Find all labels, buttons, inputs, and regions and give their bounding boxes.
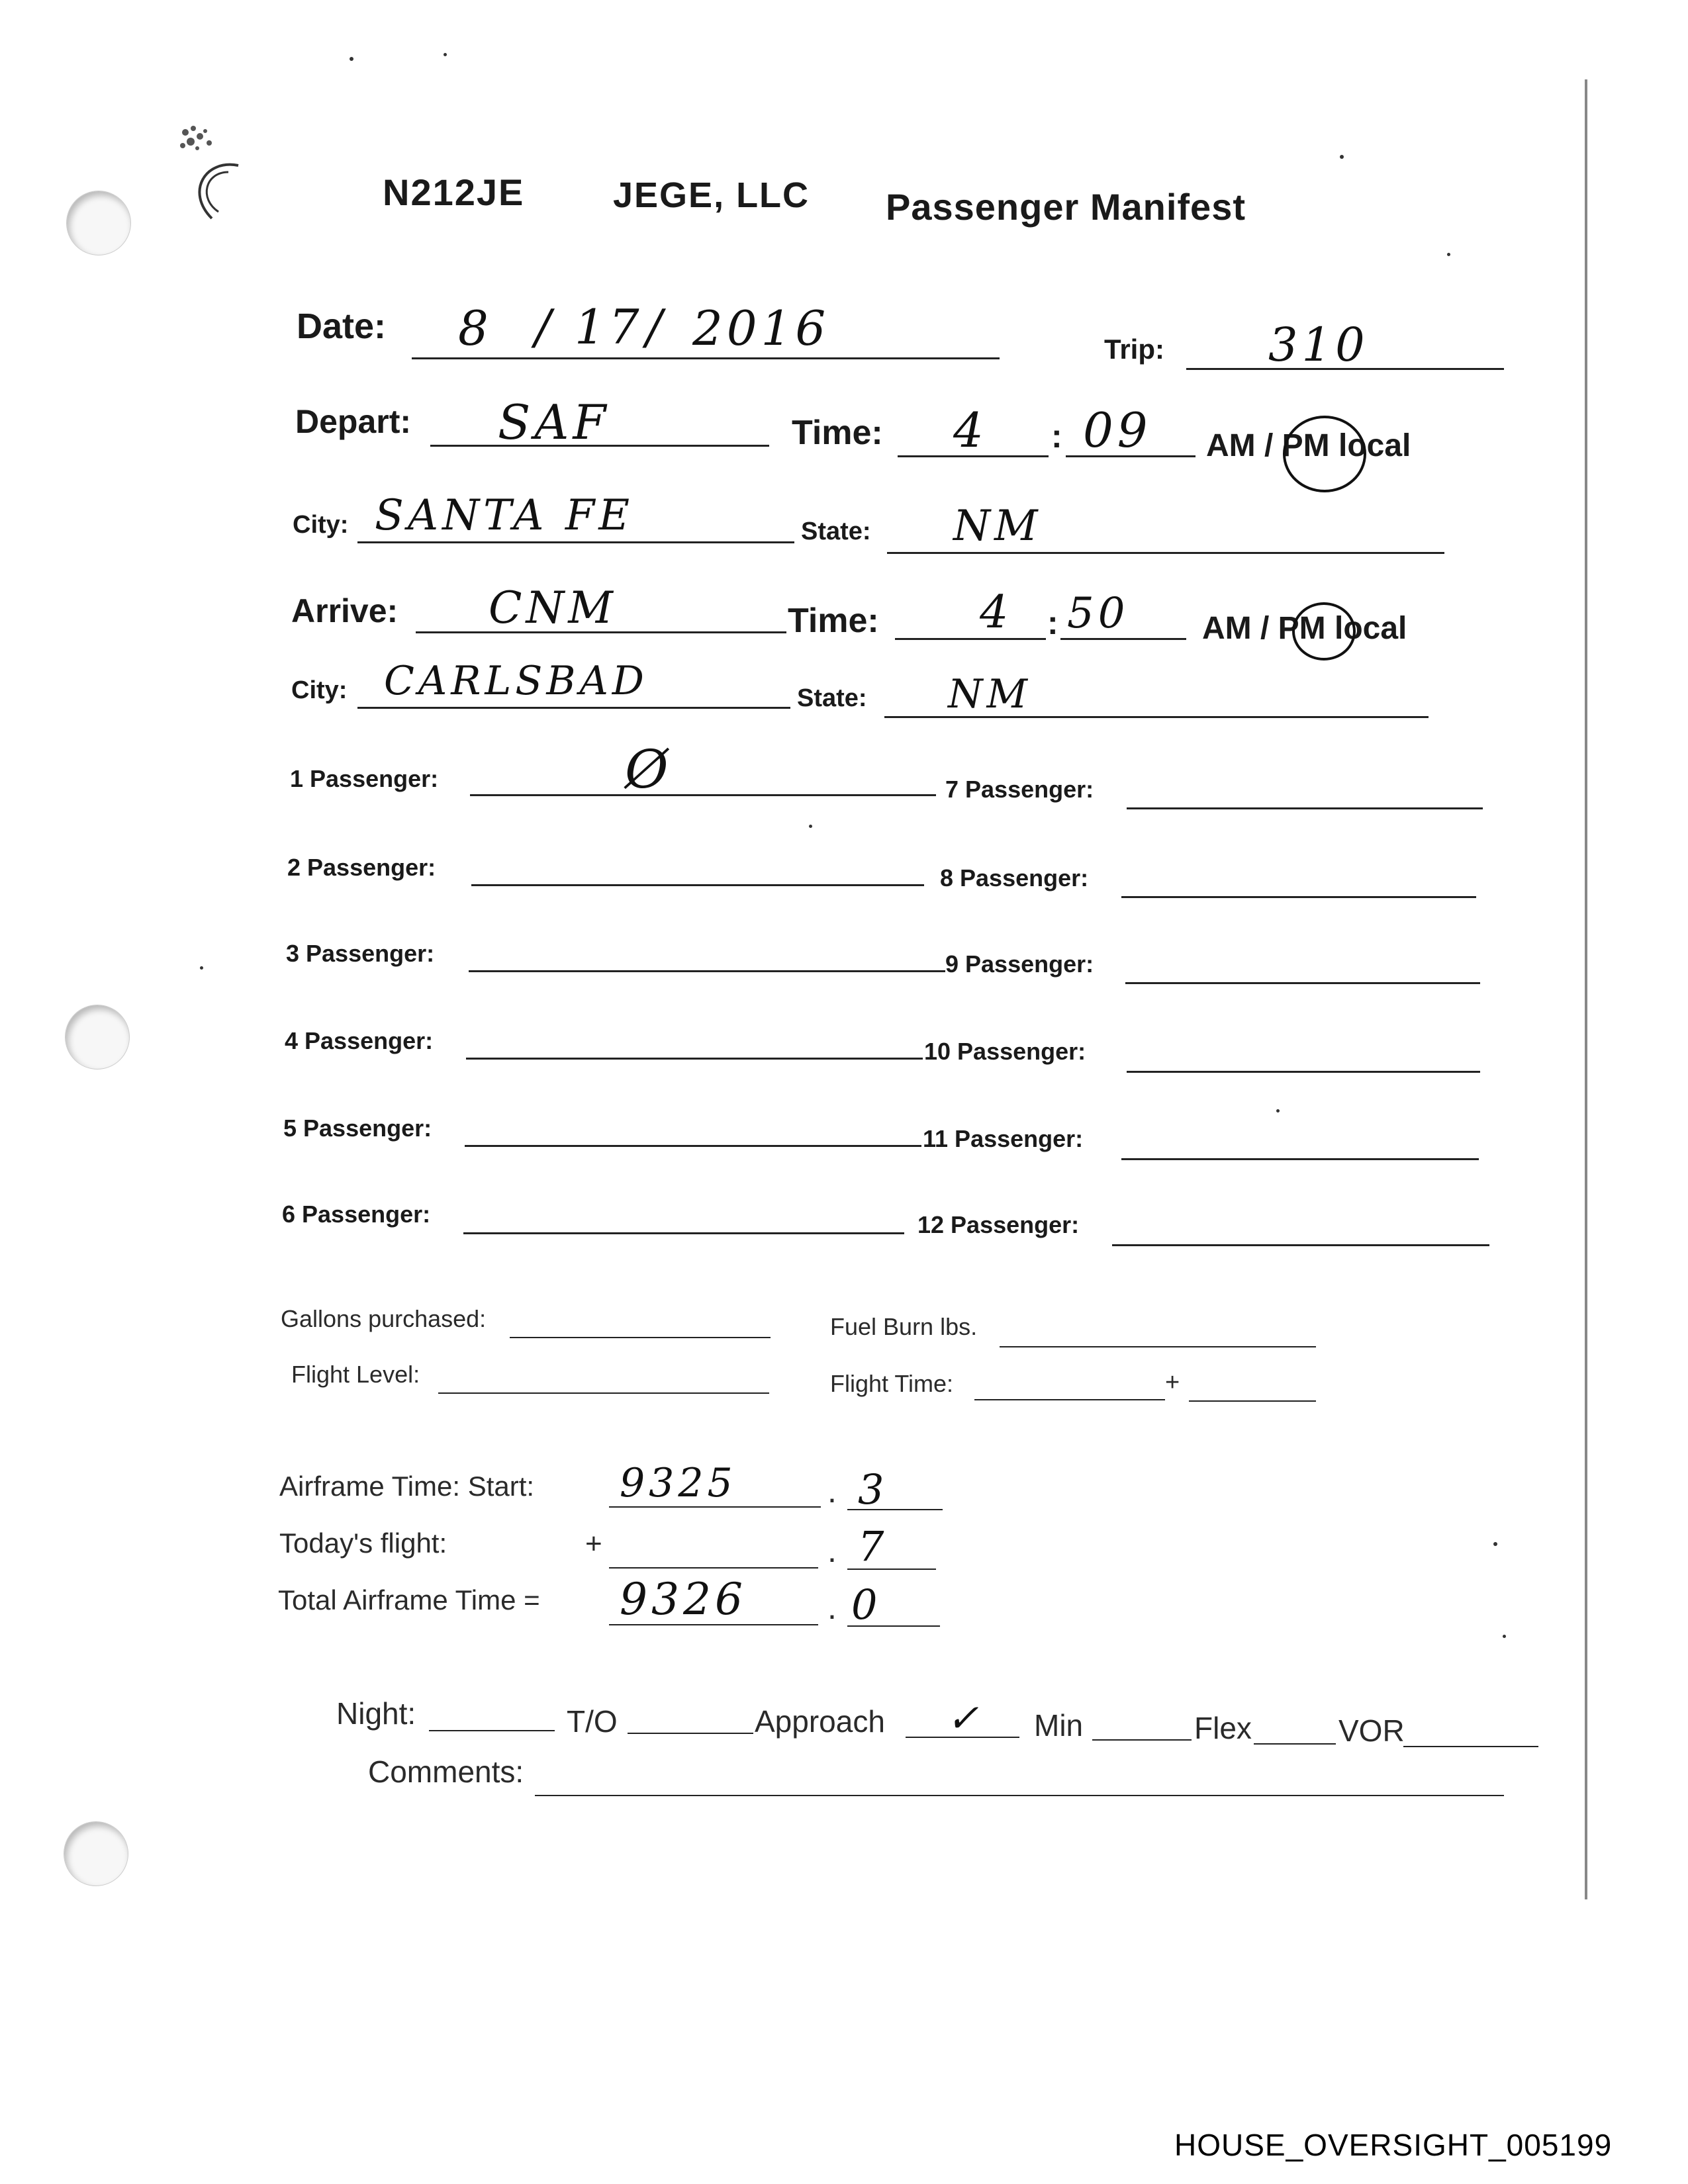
arrive-state-value: NM — [948, 671, 1031, 717]
arrive-ampm-label: AM / PM local — [1202, 611, 1407, 646]
arrive-city-line — [357, 707, 790, 709]
date-line — [412, 357, 1000, 359]
todays-flight-label: Today's flight: — [279, 1527, 447, 1559]
gallons-purchased-label: Gallons purchased: — [281, 1305, 487, 1332]
depart-state-value: NM — [953, 502, 1042, 551]
flight-time-minutes-line — [1189, 1400, 1316, 1402]
depart-city-label: City: — [293, 511, 349, 539]
bates-number: HOUSE_OVERSIGHT_005199 — [1174, 2128, 1613, 2162]
total-airframe-label: Total Airframe Time = — [278, 1584, 540, 1615]
arrive-time-colon: : — [1047, 604, 1058, 641]
passenger-3-label: 3 Passenger: — [286, 940, 435, 967]
passenger-10-line — [1127, 1071, 1480, 1073]
comments-label: Comments: — [368, 1754, 524, 1789]
arrive-value: CNM — [489, 582, 617, 633]
scan-speck — [1276, 1109, 1280, 1113]
date-month-value: 8 — [458, 300, 492, 356]
passenger-9-line — [1125, 982, 1480, 984]
gallons-purchased-line — [510, 1337, 771, 1338]
passenger-10-label: 10 Passenger: — [924, 1038, 1086, 1065]
flight-time-label: Flight Time: — [830, 1370, 954, 1397]
scan-page-edge — [1585, 79, 1587, 1899]
date-slash-1: / — [535, 299, 555, 355]
airframe-start-whole-value: 9325 — [620, 1460, 737, 1506]
arrive-city-label: City: — [291, 676, 348, 704]
depart-value: SAF — [498, 394, 610, 450]
flight-time-hours-line — [974, 1399, 1165, 1400]
scan-speck — [809, 825, 812, 828]
passenger-6-label: 6 Passenger: — [282, 1201, 431, 1228]
flex-line — [1254, 1743, 1336, 1745]
airframe-start-dot: . — [827, 1473, 837, 1510]
arrive-state-label: State: — [797, 684, 867, 712]
fuel-burn-line — [1000, 1346, 1316, 1347]
vor-line — [1403, 1746, 1538, 1747]
vor-label: VOR — [1338, 1713, 1405, 1748]
passenger-6-line — [463, 1232, 904, 1234]
passenger-1-line — [470, 794, 936, 796]
tail-number: N212JE — [383, 171, 525, 213]
passenger-12-line — [1112, 1244, 1489, 1246]
arrive-minute-value: 50 — [1067, 589, 1129, 638]
depart-time-label: Time: — [792, 414, 883, 452]
scan-speck — [350, 57, 353, 61]
depart-label: Depart: — [295, 403, 412, 440]
company-logo-icon — [165, 119, 245, 232]
passenger-4-line — [466, 1058, 923, 1060]
depart-time-colon: : — [1051, 418, 1062, 455]
date-slash-2: / — [646, 299, 667, 355]
todays-flight-plus: + — [585, 1527, 602, 1560]
flex-label: Flex — [1194, 1711, 1252, 1745]
todays-flight-dot: . — [827, 1532, 837, 1569]
arrive-minute-line — [1060, 638, 1186, 640]
fuel-burn-label: Fuel Burn lbs. — [830, 1313, 978, 1340]
to-line — [628, 1733, 753, 1734]
depart-state-line — [887, 552, 1444, 554]
scan-speck — [1503, 1635, 1506, 1638]
passenger-2-label: 2 Passenger: — [287, 854, 436, 881]
arrive-hour-value: 4 — [980, 586, 1013, 639]
passenger-11-line — [1121, 1158, 1479, 1160]
flight-level-line — [438, 1392, 769, 1394]
depart-city-line — [357, 541, 794, 543]
passenger-8-line — [1121, 896, 1476, 898]
airframe-start-whole-line — [609, 1506, 821, 1508]
binder-hole-top — [66, 191, 131, 255]
to-label: T/O — [567, 1704, 618, 1739]
airframe-start-label: Airframe Time: Start: — [279, 1471, 535, 1502]
depart-ampm-label: AM / PM local — [1206, 428, 1411, 463]
passenger-3-line — [469, 970, 945, 972]
passenger-7-label: 7 Passenger: — [945, 776, 1094, 803]
company-name: JEGE, LLC — [613, 175, 810, 215]
todays-flight-tenth-value: 7 — [858, 1522, 888, 1570]
date-day-value: 17 — [575, 299, 643, 355]
date-year-value: 2016 — [692, 300, 830, 356]
approach-check-mark: ✓ — [947, 1696, 983, 1741]
depart-state-label: State: — [801, 518, 871, 545]
passenger-2-line — [471, 884, 924, 886]
passenger-5-label: 5 Passenger: — [283, 1115, 432, 1142]
trip-label: Trip: — [1104, 334, 1164, 365]
passenger-1-value: Ø — [625, 739, 673, 800]
airframe-start-tenth-value: 3 — [858, 1465, 888, 1514]
flight-time-plus: + — [1165, 1369, 1180, 1396]
scan-speck — [1447, 253, 1450, 256]
passenger-5-line — [465, 1145, 921, 1147]
trip-value: 310 — [1268, 318, 1369, 372]
total-airframe-dot: . — [827, 1589, 837, 1626]
approach-label: Approach — [755, 1704, 885, 1739]
binder-hole-bottom — [64, 1821, 128, 1886]
total-airframe-whole-value: 9326 — [620, 1574, 747, 1625]
form-title: Passenger Manifest — [886, 186, 1246, 228]
passenger-12-label: 12 Passenger: — [917, 1211, 1080, 1238]
min-label: Min — [1034, 1708, 1084, 1743]
passenger-4-label: 4 Passenger: — [285, 1027, 434, 1054]
passenger-7-line — [1127, 807, 1483, 809]
arrive-pm-circle — [1292, 602, 1356, 660]
flight-level-label: Flight Level: — [291, 1361, 420, 1388]
arrive-label: Arrive: — [291, 592, 399, 629]
arrive-hour-line — [895, 638, 1046, 640]
scan-speck — [444, 53, 447, 56]
passenger-1-label: 1 Passenger: — [290, 765, 439, 792]
scan-speck — [1340, 155, 1344, 159]
scan-speck — [1493, 1542, 1497, 1546]
scan-speck — [200, 966, 203, 970]
todays-flight-whole-line — [609, 1567, 818, 1569]
depart-minute-value: 09 — [1083, 402, 1152, 458]
passenger-11-label: 11 Passenger: — [923, 1125, 1084, 1152]
night-label: Night: — [336, 1696, 416, 1731]
depart-hour-value: 4 — [953, 402, 988, 458]
depart-city-value: SANTA FE — [375, 491, 633, 540]
arrive-time-label: Time: — [788, 602, 879, 640]
arrive-city-value: CARLSBAD — [384, 658, 648, 704]
night-line — [429, 1730, 555, 1731]
comments-line — [535, 1795, 1504, 1796]
binder-hole-middle — [65, 1005, 130, 1069]
passenger-8-label: 8 Passenger: — [940, 864, 1089, 891]
total-airframe-tenth-value: 0 — [851, 1580, 882, 1629]
date-label: Date: — [297, 306, 387, 346]
passenger-9-label: 9 Passenger: — [945, 950, 1094, 978]
depart-pm-circle — [1283, 416, 1366, 492]
min-line — [1092, 1739, 1192, 1741]
